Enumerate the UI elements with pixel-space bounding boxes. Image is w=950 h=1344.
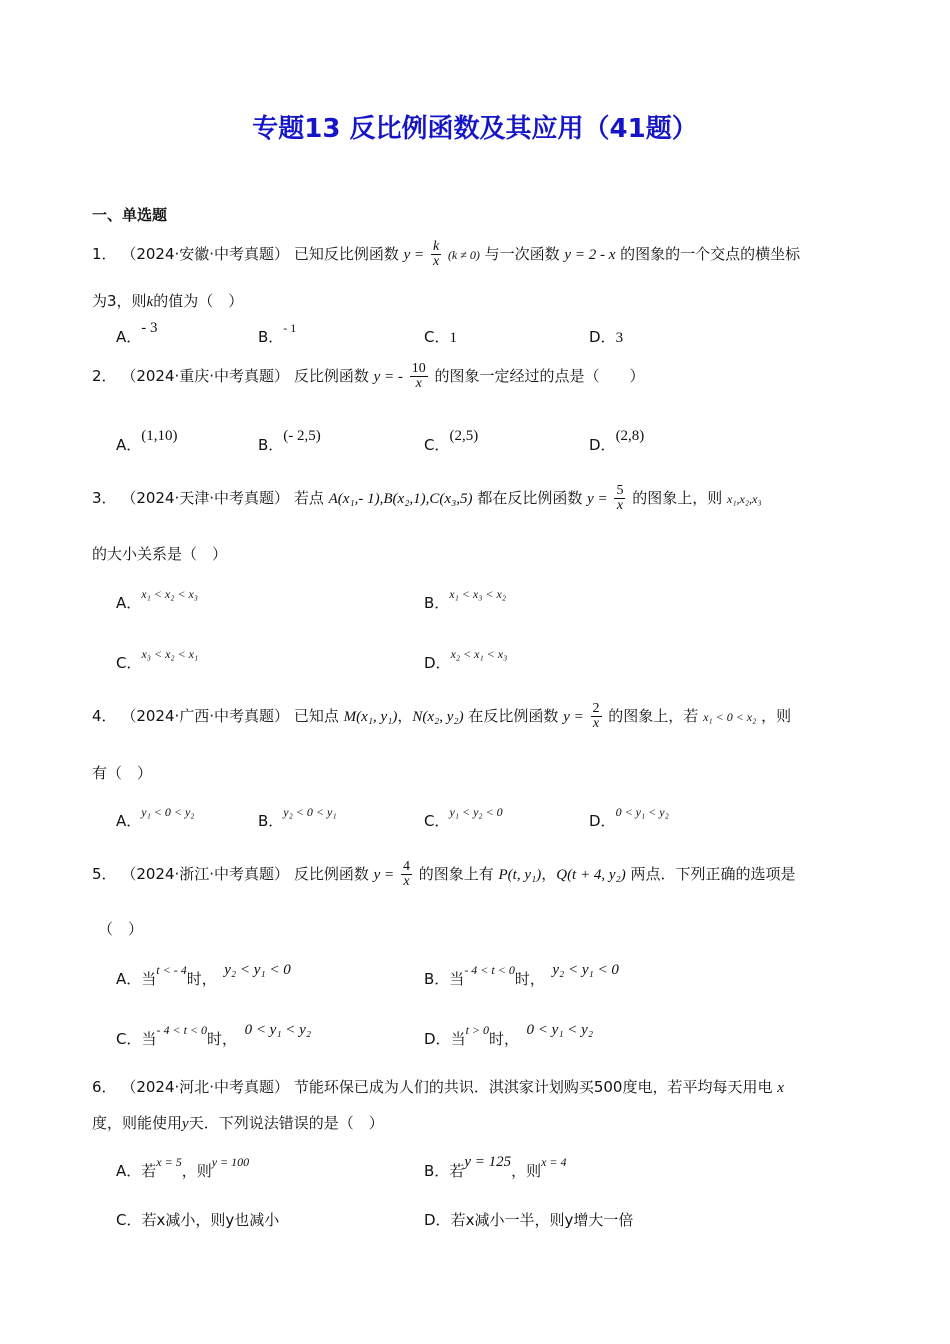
fraction-denominator: x [415,376,422,391]
option-value: 3 [615,330,624,346]
option-label: A． [116,436,142,454]
fraction-denominator: x [403,874,410,889]
option-text: ，则 [511,1162,542,1180]
question-1-line-1 [92,240,800,269]
option-c[interactable] [116,1209,279,1230]
option-label: B． [258,436,284,454]
option-a[interactable] [116,962,291,989]
option-condition: y = 125 [464,1154,512,1170]
option-d[interactable] [424,1209,633,1230]
fraction-numerator: 10 [411,361,426,376]
option-label: D． [589,812,616,830]
formula-lhs: y = [563,709,584,725]
option-label: D． [424,654,451,672]
option-label: A． [116,594,142,612]
option-label: C． [424,436,450,454]
variable: k [146,294,154,310]
option-text: 当 [141,970,157,988]
question-source: （2024·浙江·中考真题） [121,865,290,883]
option-label: B． [258,328,284,346]
separator: ， [397,707,413,725]
option-label: D． [424,1211,451,1229]
option-c[interactable] [424,326,457,347]
question-text: （ ） [98,920,144,938]
question-3-line-1 [92,484,762,513]
question-number: 5． [92,865,117,883]
question-text: 反比例函数 [293,865,369,883]
question-5-line-2 [98,918,143,939]
option-result: 0 < y₁ < y₂ [526,1022,594,1038]
option-a[interactable] [116,1155,250,1181]
question-text: 反比例函数 [293,367,369,385]
fraction [591,702,602,731]
option-text: 若 [449,1162,465,1180]
question-source: （2024·重庆·中考真题） [121,367,290,385]
question-source: （2024·天津·中考真题） [121,489,290,507]
question-text: 的图象上有 [418,865,494,883]
option-b[interactable] [258,428,321,455]
question-text: 有（ ） [92,764,153,782]
option-label: B． [424,594,450,612]
point-p: P(t, y₁) [498,867,542,883]
question-text: 的大小关系是（ ） [92,545,228,563]
option-a[interactable] [116,320,158,347]
question-number: 2． [92,367,117,385]
option-value: (2,5) [449,428,479,444]
question-source: （2024·河北·中考真题） [121,1078,290,1096]
question-5-line-1 [92,860,796,889]
variable-list: x₁,x₂,x₃ [727,492,762,506]
option-b[interactable] [424,1154,567,1181]
question-text: 的值为（ ） [153,292,244,310]
option-label: A． [116,812,142,830]
variable: x [777,1080,784,1096]
option-b[interactable] [258,321,297,347]
formula-lhs: y = [403,247,425,263]
question-number: 1． [92,245,117,263]
option-label: C． [424,328,450,346]
option-label: B． [258,812,284,830]
option-result: y₂ < y₁ < 0 [224,962,291,978]
fraction [431,240,441,269]
question-text: 为3，则 [92,292,147,310]
option-d[interactable] [424,1022,594,1049]
variable: y [182,1116,189,1132]
question-source: （2024·安徽·中考真题） [121,245,290,263]
option-label: A． [116,1162,142,1180]
question-text: 天．下列说法错误的是（ ） [188,1114,384,1132]
point-list: A(x₁,- 1),B(x₂,1),C(x₃,5) [328,491,473,507]
option-condition: t > 0 [465,1023,490,1037]
option-condition: t < - 4 [156,963,187,977]
question-text: 的图象的一个交点的横坐标 [620,245,801,263]
question-text: 两点．下列正确的选项是 [630,865,796,883]
option-value: x₃ < x₂ < x₁ [141,647,199,661]
question-2-line-1 [92,362,644,391]
question-4-line-2 [92,762,152,783]
question-text: 已知点 [293,707,339,725]
question-text: 在反比例函数 [468,707,559,725]
fraction-numerator: 2 [592,701,600,716]
option-condition: x = 5 [156,1155,182,1169]
option-d[interactable] [424,647,508,673]
question-4-line-1 [92,702,791,731]
option-text: 时， [489,1030,512,1048]
fraction-denominator: x [432,254,440,269]
question-1-line-2 [92,290,243,311]
option-value: y₁ < 0 < y₂ [141,805,195,819]
option-text: 若 [141,1162,157,1180]
fraction-denominator: x [592,716,600,731]
option-value: (2,8) [615,428,645,444]
question-number: 3． [92,489,117,507]
option-text: 时， [186,970,210,988]
question-3-line-2 [92,543,227,564]
option-value: 0 < y₁ < y₂ [615,805,669,819]
point-n: N(x₂, y₂) [412,709,464,725]
question-text: 的图象上，则 [632,489,723,507]
option-label: B． [424,1162,450,1180]
question-6-line-1 [92,1076,784,1097]
option-value: y₂ < 0 < y₁ [283,805,337,819]
point-q: Q(t + 4, y₂) [556,867,626,883]
option-label: D． [589,328,616,346]
option-text: 当 [449,970,465,988]
option-value: y₁ < y₂ < 0 [449,805,503,819]
condition: x₁ < 0 < x₂ [703,710,757,724]
option-label: D． [424,1030,451,1048]
separator: ， [541,865,557,883]
option-text: 若x减小，则y也减小 [141,1211,280,1229]
fraction-numerator: 4 [402,859,410,874]
option-value: x₂ < x₁ < x₃ [450,647,508,661]
question-text: 的图象一定经过的点是（ ） [434,367,645,385]
option-result: y₂ < y₁ < 0 [552,962,619,978]
option-result: 0 < y₁ < y₂ [244,1022,312,1038]
formula-lhs: y = [587,491,608,507]
fraction [410,362,428,391]
option-b[interactable] [424,587,506,613]
option-a[interactable] [116,805,195,831]
option-text: 时， [514,970,538,988]
option-label: C． [116,654,142,672]
option-text: 若x减小一半，则y增大一倍 [450,1211,634,1229]
option-result: y = 100 [211,1155,250,1169]
option-label: B． [424,970,450,988]
option-c[interactable] [424,805,503,831]
page-title: 专题13 反比例函数及其应用（41题） [252,114,698,144]
option-value: - 3 [141,320,158,336]
option-condition: - 4 < t < 0 [464,963,515,977]
option-label: C． [116,1030,142,1048]
option-b[interactable] [424,962,619,989]
point-m: M(x₁, y₁) [343,709,398,725]
question-text: 与一次函数 [484,245,560,263]
option-text: 当 [141,1030,157,1048]
question-text: 度，则能使用 [92,1114,183,1132]
question-text: 已知反比例函数 [293,245,399,263]
fraction [614,484,625,513]
question-source: （2024·广西·中考真题） [121,707,290,725]
fraction [401,860,412,889]
option-d[interactable] [589,326,623,347]
question-number: 4． [92,707,117,725]
question-6-line-2 [92,1112,384,1133]
option-value: x₁ < x₂ < x₃ [141,587,198,601]
question-text: ，则 [761,707,792,725]
option-d[interactable] [589,428,645,455]
question-text: 的图象上，若 [608,707,699,725]
option-result: x = 4 [541,1155,567,1169]
fraction-numerator: 5 [616,483,624,498]
option-value: x₁ < x₃ < x₂ [449,587,506,601]
option-text: ，则 [181,1162,212,1180]
option-text: 当 [450,1030,466,1048]
option-d[interactable] [589,805,669,831]
option-label: C． [424,812,450,830]
option-label: A． [116,328,142,346]
option-c[interactable] [116,1022,312,1049]
option-value: - 1 [283,321,297,335]
fraction-numerator: k [432,239,440,254]
option-b[interactable] [258,805,337,831]
formula-lhs: y = - [373,369,403,385]
question-number: 6． [92,1078,117,1096]
option-label: D． [589,436,616,454]
option-label: C． [116,1211,142,1229]
option-label: A． [116,970,142,988]
option-text: 时， [207,1030,230,1048]
formula-condition: (k ≠ 0) [447,248,480,262]
option-value: (1,10) [141,428,178,444]
option-a[interactable] [116,428,178,455]
option-value: 1 [449,330,457,346]
fraction-denominator: x [616,498,624,513]
formula: y = 2 - x [564,247,616,263]
option-condition: - 4 < t < 0 [156,1023,208,1037]
option-a[interactable] [116,587,198,613]
question-text: 若点 [293,489,324,507]
section-heading: 一、单选题 [92,206,168,224]
question-text: 都在反比例函数 [477,489,583,507]
option-c[interactable] [424,428,479,455]
option-c[interactable] [116,647,199,673]
formula-lhs: y = [373,867,395,883]
option-value: (- 2,5) [283,428,321,444]
question-text: 节能环保已成为人们的共识．淇淇家计划购买500度电，若平均每天用电 [293,1078,773,1096]
